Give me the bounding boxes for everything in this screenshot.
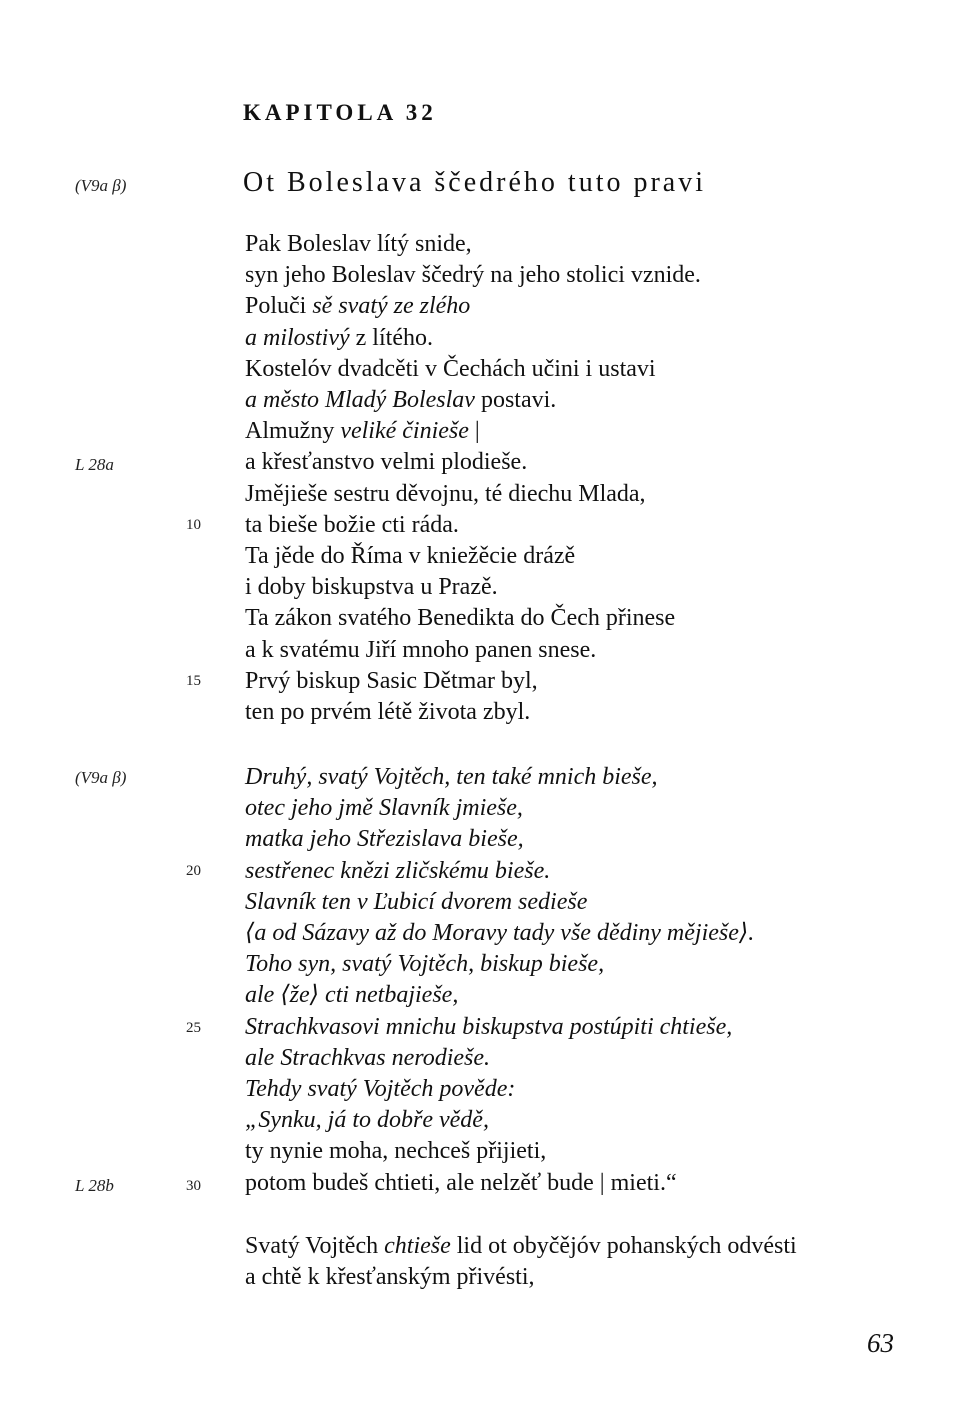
verse-line — [245, 794, 523, 822]
roman-text: a chtě k křesťanským přivésti, — [245, 1264, 535, 1290]
verse-line — [245, 573, 498, 601]
verse-line — [245, 1137, 546, 1165]
roman-text: a křesťanstvo velmi plodieše. — [245, 449, 528, 476]
manuscript-siglum: (V9a β) — [75, 768, 127, 787]
line-number: 15 — [186, 673, 201, 689]
italic-text: Slavník ten v Ľubicí dvorem sedieše — [245, 888, 588, 915]
verse-line — [245, 511, 459, 539]
verse-line — [245, 1013, 732, 1041]
italic-text: „Synku, já to dobře vědě, — [245, 1107, 489, 1134]
roman-text: ty nynie moha, nechceš přijieti, — [245, 1138, 547, 1165]
roman-text: Ta zákon svatého Benedikta do Čech přinese — [245, 605, 676, 632]
italic-text: chtieše — [384, 1233, 451, 1259]
verse-line — [245, 1169, 677, 1197]
line-number: 25 — [186, 1020, 201, 1036]
roman-text: lid ot obyčějóv pohanských odvésti — [450, 1233, 797, 1259]
folio-marker: L 28b — [75, 1176, 114, 1195]
verse-line — [245, 448, 527, 476]
roman-text: Pak Boleslav lítý snide, — [245, 231, 472, 257]
page-number: 63 — [867, 1328, 894, 1358]
italic-text: a milostivý — [245, 324, 350, 351]
italic-text: Toho syn, svatý Vojtěch, biskup bieše, — [245, 951, 605, 978]
verse-line — [245, 324, 433, 352]
verse-line — [245, 825, 524, 853]
line-number: 20 — [186, 863, 201, 879]
roman-text: Ta jěde do Říma v kniežěcie drázě — [245, 543, 576, 569]
roman-text: postavi. — [474, 387, 557, 413]
chapter-subtitle: Ot Boleslava ščedrého tuto pravi — [243, 167, 707, 198]
chapter-heading: KAPITOLA 32 — [243, 100, 437, 125]
italic-text: sestřenec knězi zličskému bieše. — [245, 857, 551, 884]
verse-line — [245, 1264, 535, 1291]
roman-text: potom budeš chtieti, ale nelzěť bude | mieti.“ — [245, 1169, 677, 1196]
roman-text: Almužny — [245, 418, 341, 445]
italic-text: ⟨a od Sázavy až do Moravy tady vše dědiny mějieše⟩. — [245, 920, 755, 946]
roman-text: syn jeho Boleslav ščedrý na jeho stolici vznide. — [245, 262, 701, 289]
italic-text: a město Mladý Boleslav — [245, 387, 475, 413]
italic-text: Tehdy svatý Vojtěch pověde: — [245, 1076, 516, 1102]
roman-text: a k svatému Jiří mnoho panen snese. — [245, 636, 597, 663]
verse-line — [245, 1233, 797, 1260]
verse-line — [245, 763, 658, 791]
italic-text: Strachkvasovi mnichu biskupstva postúpiti chtieše, — [245, 1013, 733, 1040]
verse-line — [245, 1044, 490, 1072]
verse-line — [245, 636, 596, 664]
verse-line — [245, 667, 538, 695]
roman-text: Svatý Vojtěch — [245, 1233, 385, 1259]
roman-text: ten po prvém létě života zbyl. — [245, 699, 531, 725]
verse-line — [245, 386, 556, 414]
roman-text: ta bieše božie cti ráda. — [245, 511, 459, 538]
verse-line — [245, 888, 587, 916]
verse-line — [245, 230, 472, 258]
italic-text: otec jeho jmě Slavník jmieše, — [245, 795, 523, 822]
italic-text: veliké činieše — [340, 418, 469, 445]
italic-text: Druhý, svatý Vojtěch, ten také mnich bieše, — [245, 764, 658, 790]
folio-marker: L 28a — [75, 455, 114, 474]
italic-text: ale ⟨že⟩ cti netbajieše, — [245, 982, 459, 1009]
line-number: 30 — [186, 1178, 201, 1194]
roman-text: Poluči — [245, 293, 313, 320]
verse-line — [245, 981, 458, 1009]
verse-line — [245, 1106, 489, 1134]
italic-text: ale Strachkvas nerodieše. — [245, 1044, 491, 1071]
roman-text: Prvý biskup Sasic Dětmar byl, — [245, 667, 538, 694]
manuscript-siglum: (V9a β) — [75, 176, 127, 195]
verse-line — [245, 698, 530, 726]
verse-line — [245, 355, 656, 383]
roman-text: i doby biskupstva u Prazě. — [245, 574, 498, 601]
verse-line — [245, 857, 550, 885]
roman-text: z lítého. — [349, 324, 433, 351]
verse-line — [245, 292, 470, 320]
roman-text: | — [468, 418, 480, 445]
verse-line — [245, 950, 604, 978]
verse-line — [245, 261, 701, 289]
verse-line — [245, 604, 675, 632]
verse-line — [245, 542, 575, 570]
roman-text: Kostelóv dvadcěti v Čechách učini i ustavi — [245, 355, 656, 382]
roman-text: Jmějieše sestru děvojnu, té diechu Mlada, — [245, 480, 646, 507]
line-number: 10 — [186, 517, 201, 533]
italic-text: sě svatý ze zlého — [312, 293, 471, 320]
verse-line — [245, 1075, 515, 1103]
verse-line — [245, 417, 480, 445]
verse-line — [245, 480, 646, 508]
verse-line — [245, 919, 754, 947]
italic-text: matka jeho Střezislava bieše, — [245, 826, 524, 853]
